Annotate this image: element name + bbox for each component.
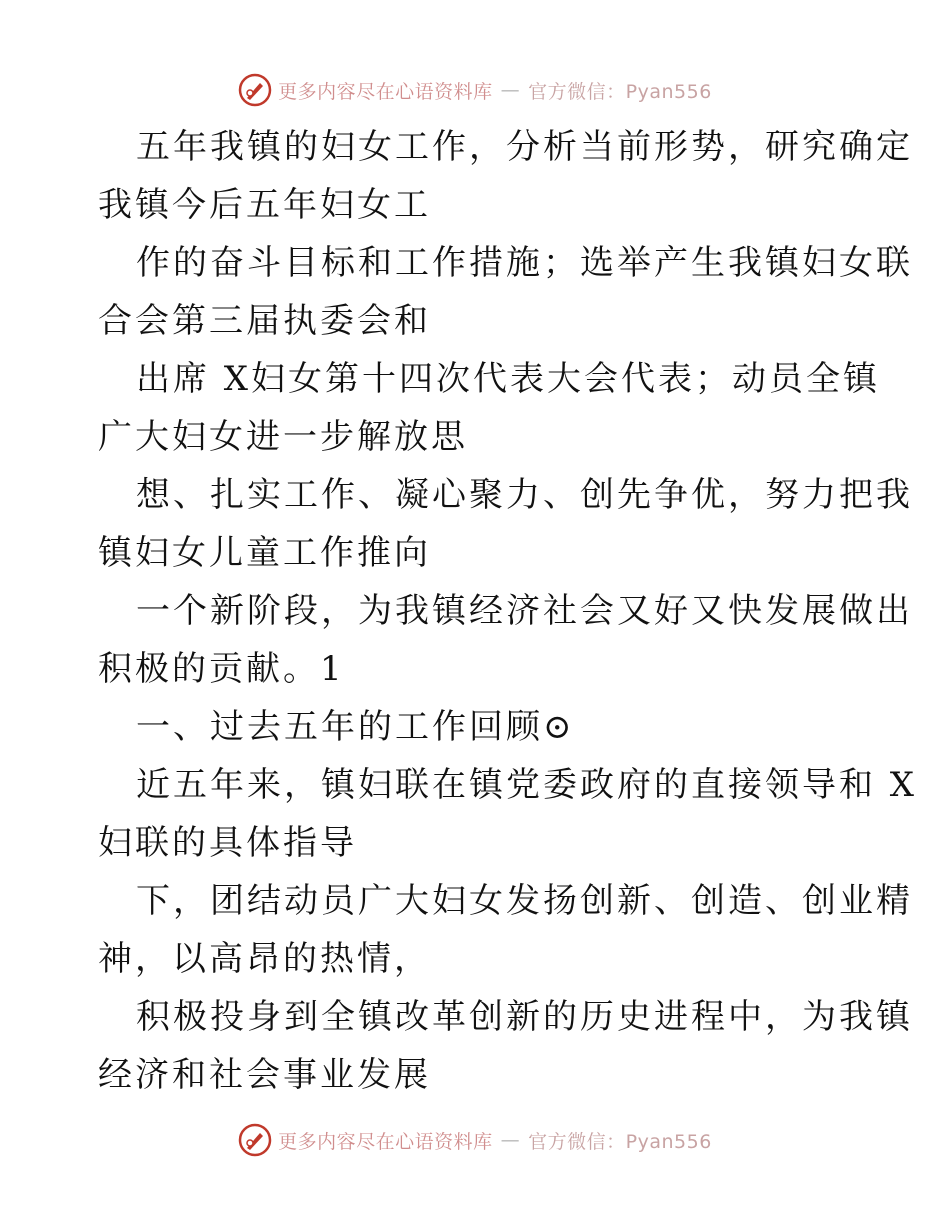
header-watermark [0,70,950,110]
body-line: 经济和社会事业发展 [98,1055,431,1095]
footer-watermark [0,1120,950,1160]
document-body [98,118,918,1104]
body-line: 积极的贡献。1 [98,649,345,689]
section-heading: 一、过去五年的工作回顾⊙ [136,707,575,747]
watermark-site-name: 更多内容尽在心语资料库 [278,80,493,103]
watermark-separator: — [500,1129,521,1151]
body-line: 广大妇女进一步解放思 [98,417,468,457]
body-line: 近五年来，镇妇联在镇党委政府的直接领导和 X [136,765,918,805]
watermark-site-name: 更多内容尽在心语资料库 [278,1130,493,1153]
body-line: 下，团结动员广大妇女发扬创新、创造、创业精 [136,881,913,921]
body-line: 镇妇女儿童工作推向 [98,533,431,573]
watermark-contact: 官方微信：Pyan556 [528,1130,712,1153]
body-line: 想、扎实工作、凝心聚力、创先争优，努力把我 [136,475,913,515]
watermark-separator: — [500,79,521,101]
quill-logo-icon [238,1123,272,1157]
body-line: 神，以高昂的热情， [98,939,431,979]
body-line: 合会第三届执委会和 [98,301,431,341]
body-line: 一个新阶段，为我镇经济社会又好又快发展做出 [136,591,913,631]
watermark-contact: 官方微信：Pyan556 [528,80,712,103]
quill-logo-icon [238,73,272,107]
body-line: 我镇今后五年妇女工 [98,185,431,225]
body-line: 积极投身到全镇改革创新的历史进程中，为我镇 [136,997,913,1037]
body-line: 妇联的具体指导 [98,823,357,863]
body-line: 出席 X妇女第十四次代表大会代表；动员全镇 [136,359,881,399]
body-line: 五年我镇的妇女工作，分析当前形势，研究确定 [136,127,913,167]
body-line: 作的奋斗目标和工作措施；选举产生我镇妇女联 [136,243,913,283]
